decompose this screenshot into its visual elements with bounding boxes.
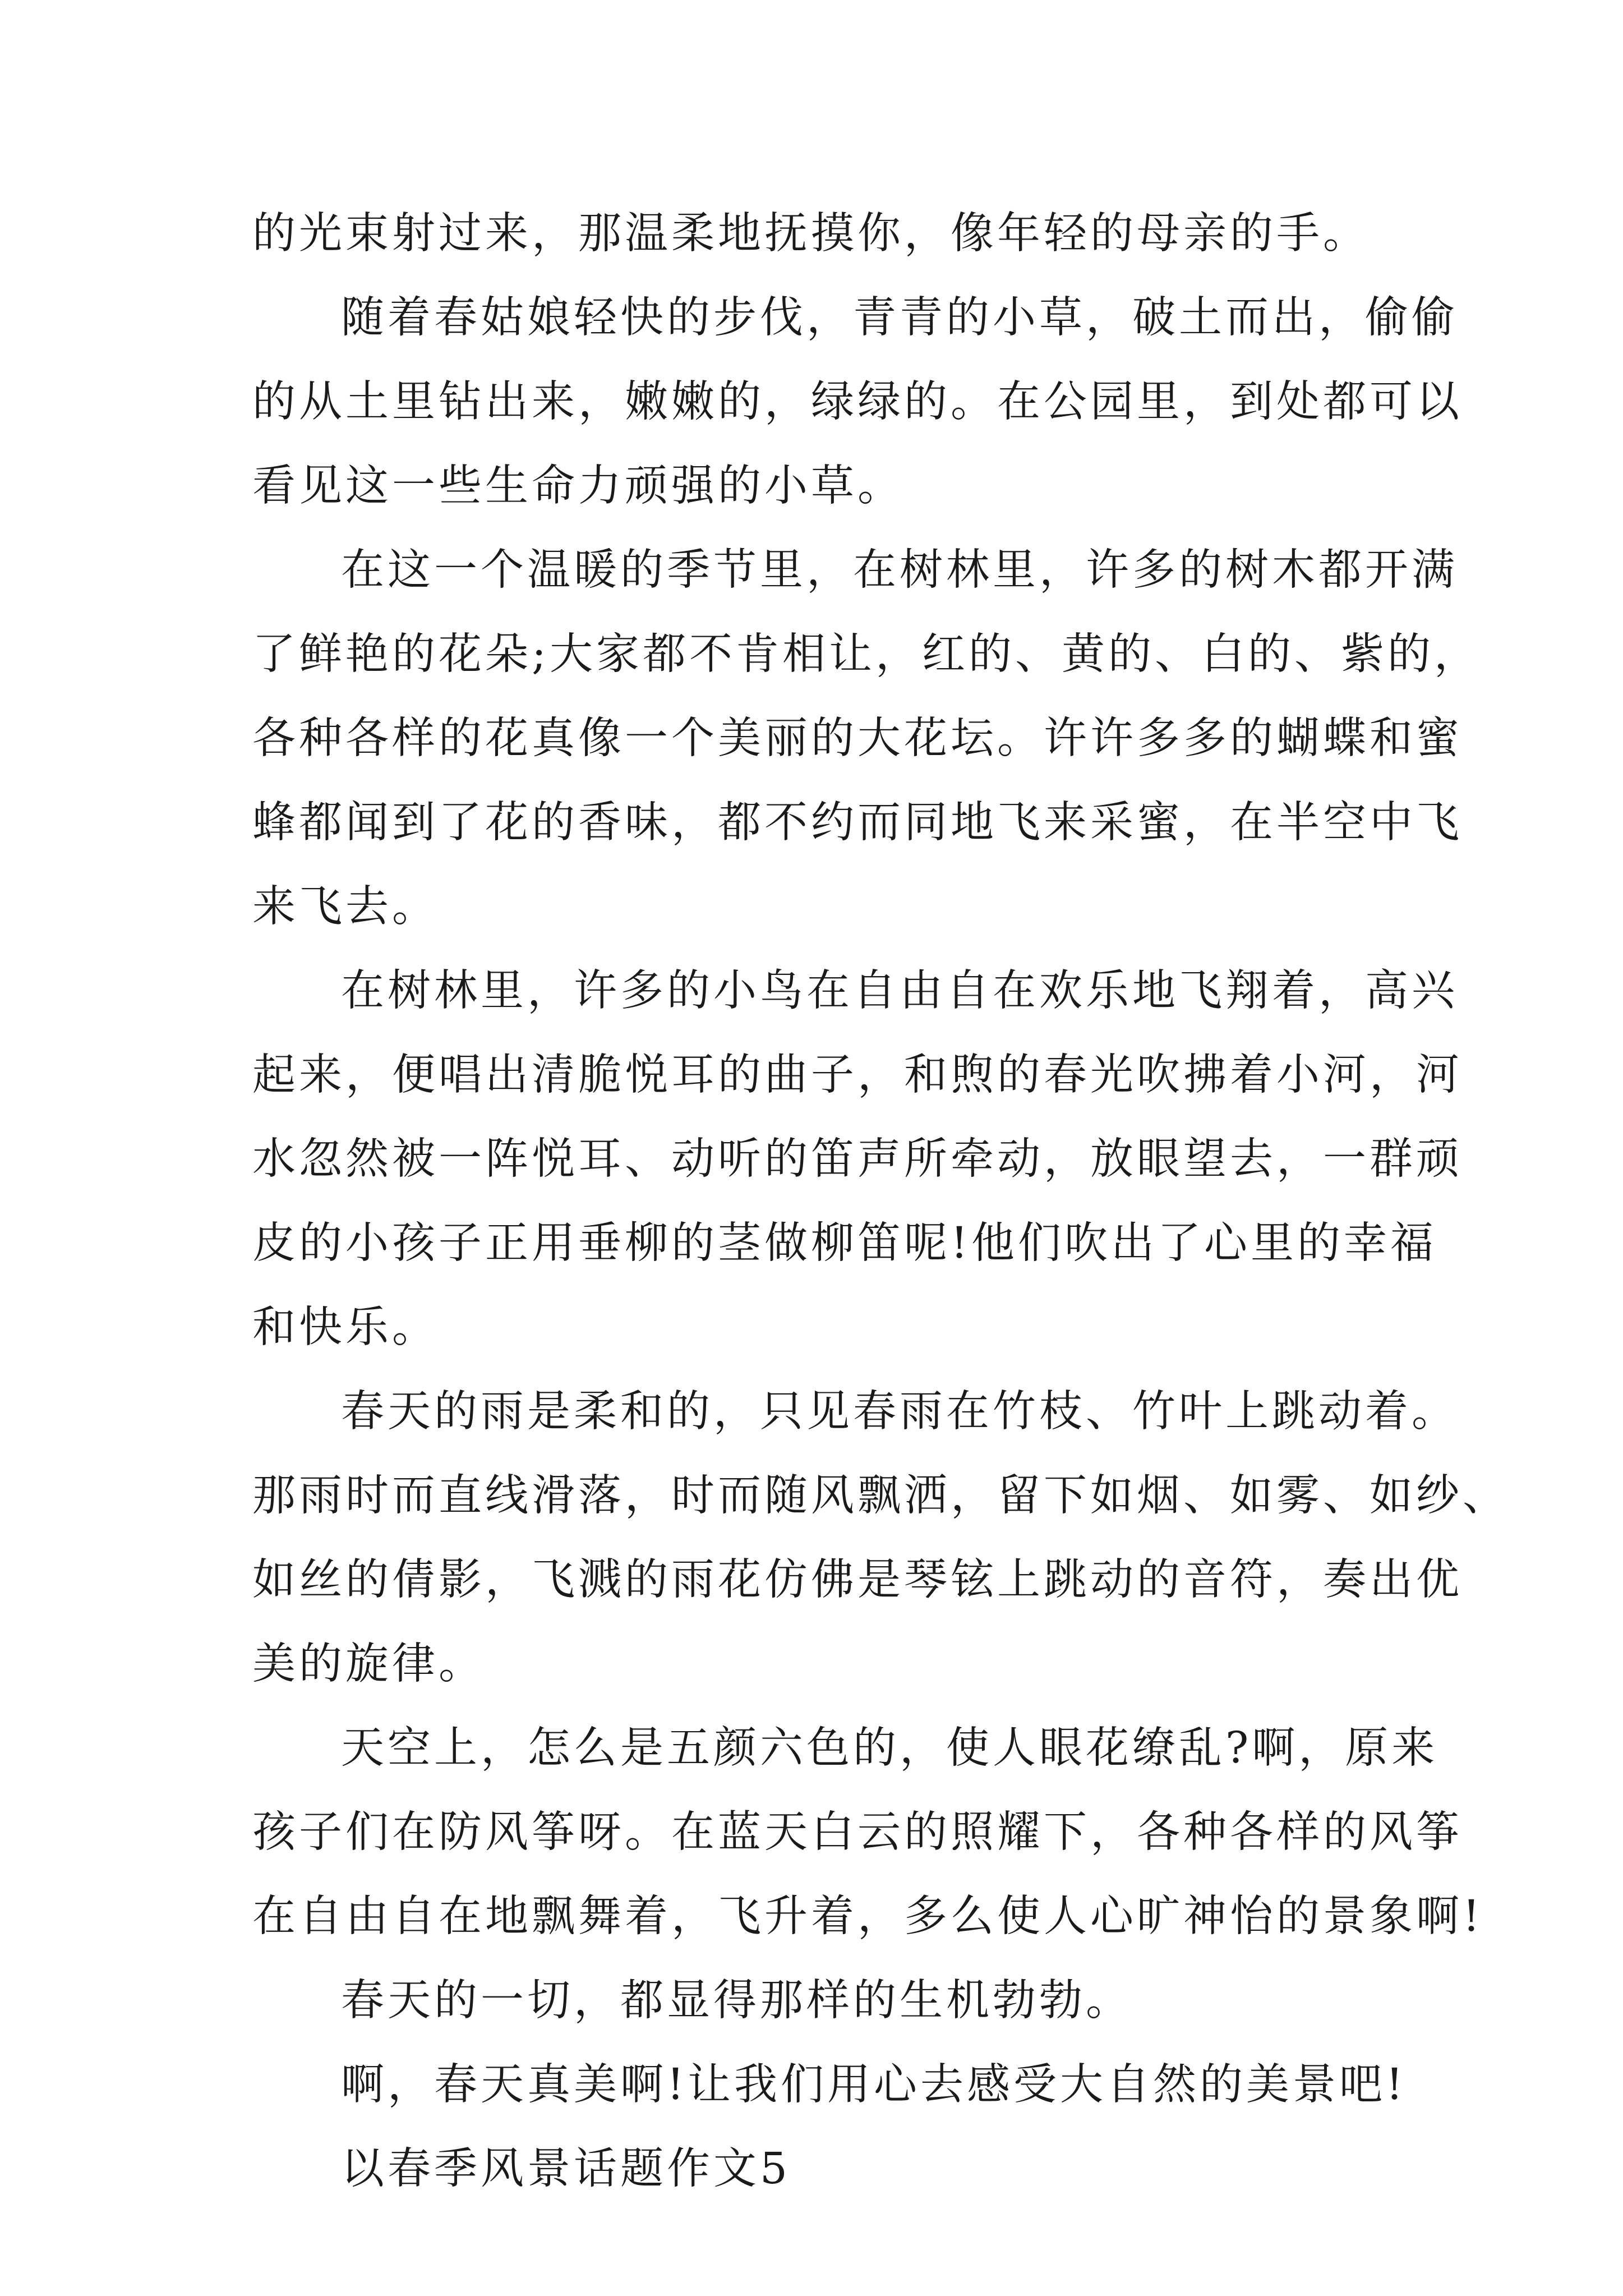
text-line: 在这一个温暖的季节里，在树林里，许多的树木都开满 [341,545,1458,595]
text-line: 随着春姑娘轻快的步伐，青青的小草，破土而出，偷偷 [341,293,1458,343]
text-line: 看见这一些生命力顽强的小草。 [252,461,904,511]
text-line: 来飞去。 [252,882,439,932]
text-line: 在树林里，许多的小鸟在自由自在欢乐地飞翔着，高兴 [341,966,1458,1016]
text-line: 春天的一切，都显得那样的生机勃勃。 [341,1976,1132,2026]
text-line: 蜂都闻到了花的香味，都不约而同地飞来采蜜，在半空中飞 [252,798,1463,848]
paragraph [252,192,1402,276]
text-line: 皮的小孩子正用垂柳的茎做柳笛呢!他们吹出了心里的幸福 [252,1218,1437,1268]
text-line: 起来，便唱出清脆悦耳的曲子，和煦的春光吹拂着小河，河 [252,1050,1463,1100]
paragraph [252,528,1481,949]
text-line: 以春季风景话题作文5 [341,2144,791,2194]
text-line: 天空上，怎么是五颜六色的，使人眼花缭乱?啊，原来 [341,1723,1438,1773]
text-line: 了鲜艳的花朵;大家都不肯相让，红的、黄的、白的、紫的， [252,629,1481,679]
paragraph [252,1706,1483,1959]
section-heading [252,2127,1402,2211]
text-line: 在自由自在地飘舞着，飞升着，多么使人心旷神怡的景象啊! [252,1892,1483,1941]
paragraph [252,2043,1407,2127]
document-body [252,192,1509,2211]
text-line: 的从土里钻出来，嫩嫩的，绿绿的。在公园里，到处都可以 [252,377,1463,427]
text-line: 啊，春天真美啊!让我们用心去感受大自然的美景吧! [341,2060,1407,2110]
text-line: 和快乐。 [252,1303,439,1352]
paragraph [252,1959,1402,2043]
text-line: 那雨时而直线滑落，时而随风飘洒，留下如烟、如雾、如纱、 [252,1471,1509,1521]
text-line: 如丝的倩影，飞溅的雨花仿佛是琴铉上跳动的音符，奏出优 [252,1555,1463,1605]
paragraph [252,1370,1509,1706]
paragraph [252,276,1463,528]
text-line: 孩子们在防风筝呀。在蓝天白云的照耀下，各种各样的风筝 [252,1807,1463,1857]
text-line: 水忽然被一阵悦耳、动听的笛声所牵动，放眼望去，一群顽 [252,1134,1463,1184]
text-line: 各种各样的花真像一个美丽的大花坛。许许多多的蝴蝶和蜜 [252,714,1463,763]
paragraph [252,949,1463,1370]
text-line: 春天的雨是柔和的，只见春雨在竹枝、竹叶上跳动着。 [341,1387,1458,1437]
text-line: 美的旋律。 [252,1639,485,1689]
text-line: 的光束射过来，那温柔地抚摸你，像年轻的母亲的手。 [252,209,1370,259]
